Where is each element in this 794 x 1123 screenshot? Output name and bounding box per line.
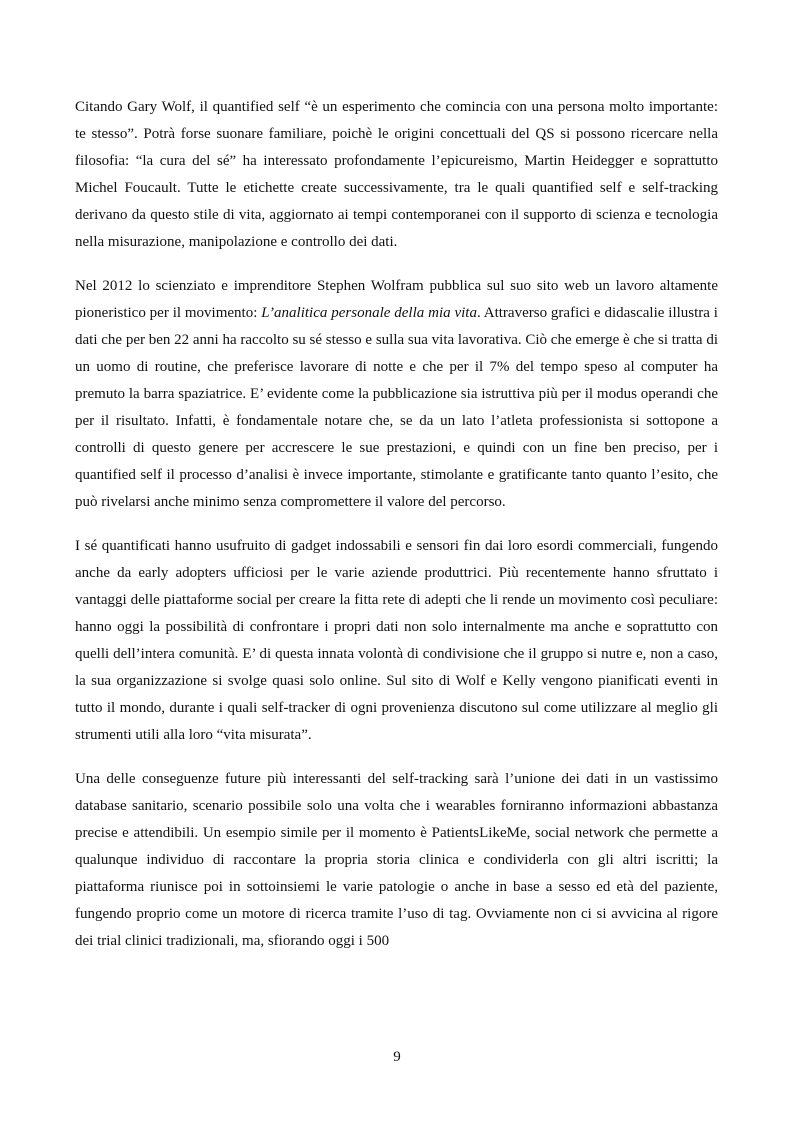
paragraph-text: Una delle conseguenze future più interessanti del self-tracking sarà l’unione dei dati in un vastissimo database sanitario, scenario possibile solo una volta che i wearables forniranno informazioni abbastanza precise e attendibili. Un esempio simile per il momento è PatientsLikeMe, social network che permette a qualunque individuo di raccontare la propria storia clinica e condividerla con gli altri iscritti; la piattaforma riunisce poi in sottoinsiemi le varie patologie o anche in base a sesso ed età del paziente, fungendo proprio come un motore di ricerca tramite l’uso di tag. Ovviamente non ci si avvicina al rigore dei trial clinici tradizionali, ma, sfiorando oggi i 500 <box>75 771 718 949</box>
paragraph-text: Citando Gary Wolf, il quantified self “è un esperimento che comincia con una persona molto importante: te stesso”. Potrà forse suonare familiare, poichè le origini concettuali del QS si possono ricercare nella filosofia: “la cura del sé” ha interessato profondamente l’epicureismo, Martin Heidegger e soprattutto Michel Foucault. Tutte le etichette create successivamente, tra le quali quantified self e self-tracking derivano da questo stile di vita, aggiornato ai tempi contemporanei con il supporto di scienza e tecnologia nella misurazione, manipolazione e controllo dei dati. <box>75 99 718 250</box>
paragraph-quantified-selves <box>75 533 718 749</box>
paragraph-text: . Attraverso grafici e didascalie illustra i dati che per ben 22 anni ha raccolto su sé stesso e sulla sua vita lavorativa. Ciò che emerge è che si tratta di un uomo di routine, che preferisce lavorare di notte e che per il 7% del tempo speso al computer ha premuto la barra spaziatrice. E’ evidente come la pubblicazione sia istruttiva più per il modus operandi che per il risultato. Infatti, è fondamentale notare che, se da un lato l’atleta professionista si sottopone a controlli di questo genere per accrescere le sue prestazioni, e quindi con un fine ben preciso, per i quantified self il processo d’analisi è invece importante, stimolante e gratificante tanto quanto l’esito, che può rivelarsi anche minimo senza compromettere il valore del percorso. <box>75 305 718 510</box>
paragraph-text: I sé quantificati hanno usufruito di gadget indossabili e sensori fin dai loro esordi commerciali, fungendo anche da early adopters ufficiosi per le varie aziende produttrici. Più recentemente hanno sfruttato i vantaggi delle piattaforme social per creare la fitta rete di adepti che li rende un movimento così peculiare: hanno oggi la possibilità di confrontare i propri dati non solo internalmente ma anche e soprattutto con quelli dell’intera comunità. E’ di questa innata volontà di condivisione che il gruppo si nutre e, non a caso, la sua organizzazione si svolge quasi solo online. Sul sito di Wolf e Kelly vengono pianificati eventi in tutto il mondo, durante i quali self-tracker di ogni provenienza discutono sul come utilizzare al meglio gli strumenti utili alla loro “vita misurata”. <box>75 538 718 743</box>
document-page <box>75 94 718 972</box>
page-number: 9 <box>393 1049 401 1065</box>
paragraph-stephen-wolfram <box>75 273 718 516</box>
paragraph-gary-wolf <box>75 94 718 256</box>
italic-title: L’analitica personale della mia vita <box>261 305 477 321</box>
paragraph-self-tracking-future <box>75 766 718 955</box>
paragraph-text: Nel 2012 lo scienziato e imprenditore Stephen Wolfram pubblica sul suo sito web un lavoro altamente pioneristico per il movimento: <box>75 278 718 321</box>
